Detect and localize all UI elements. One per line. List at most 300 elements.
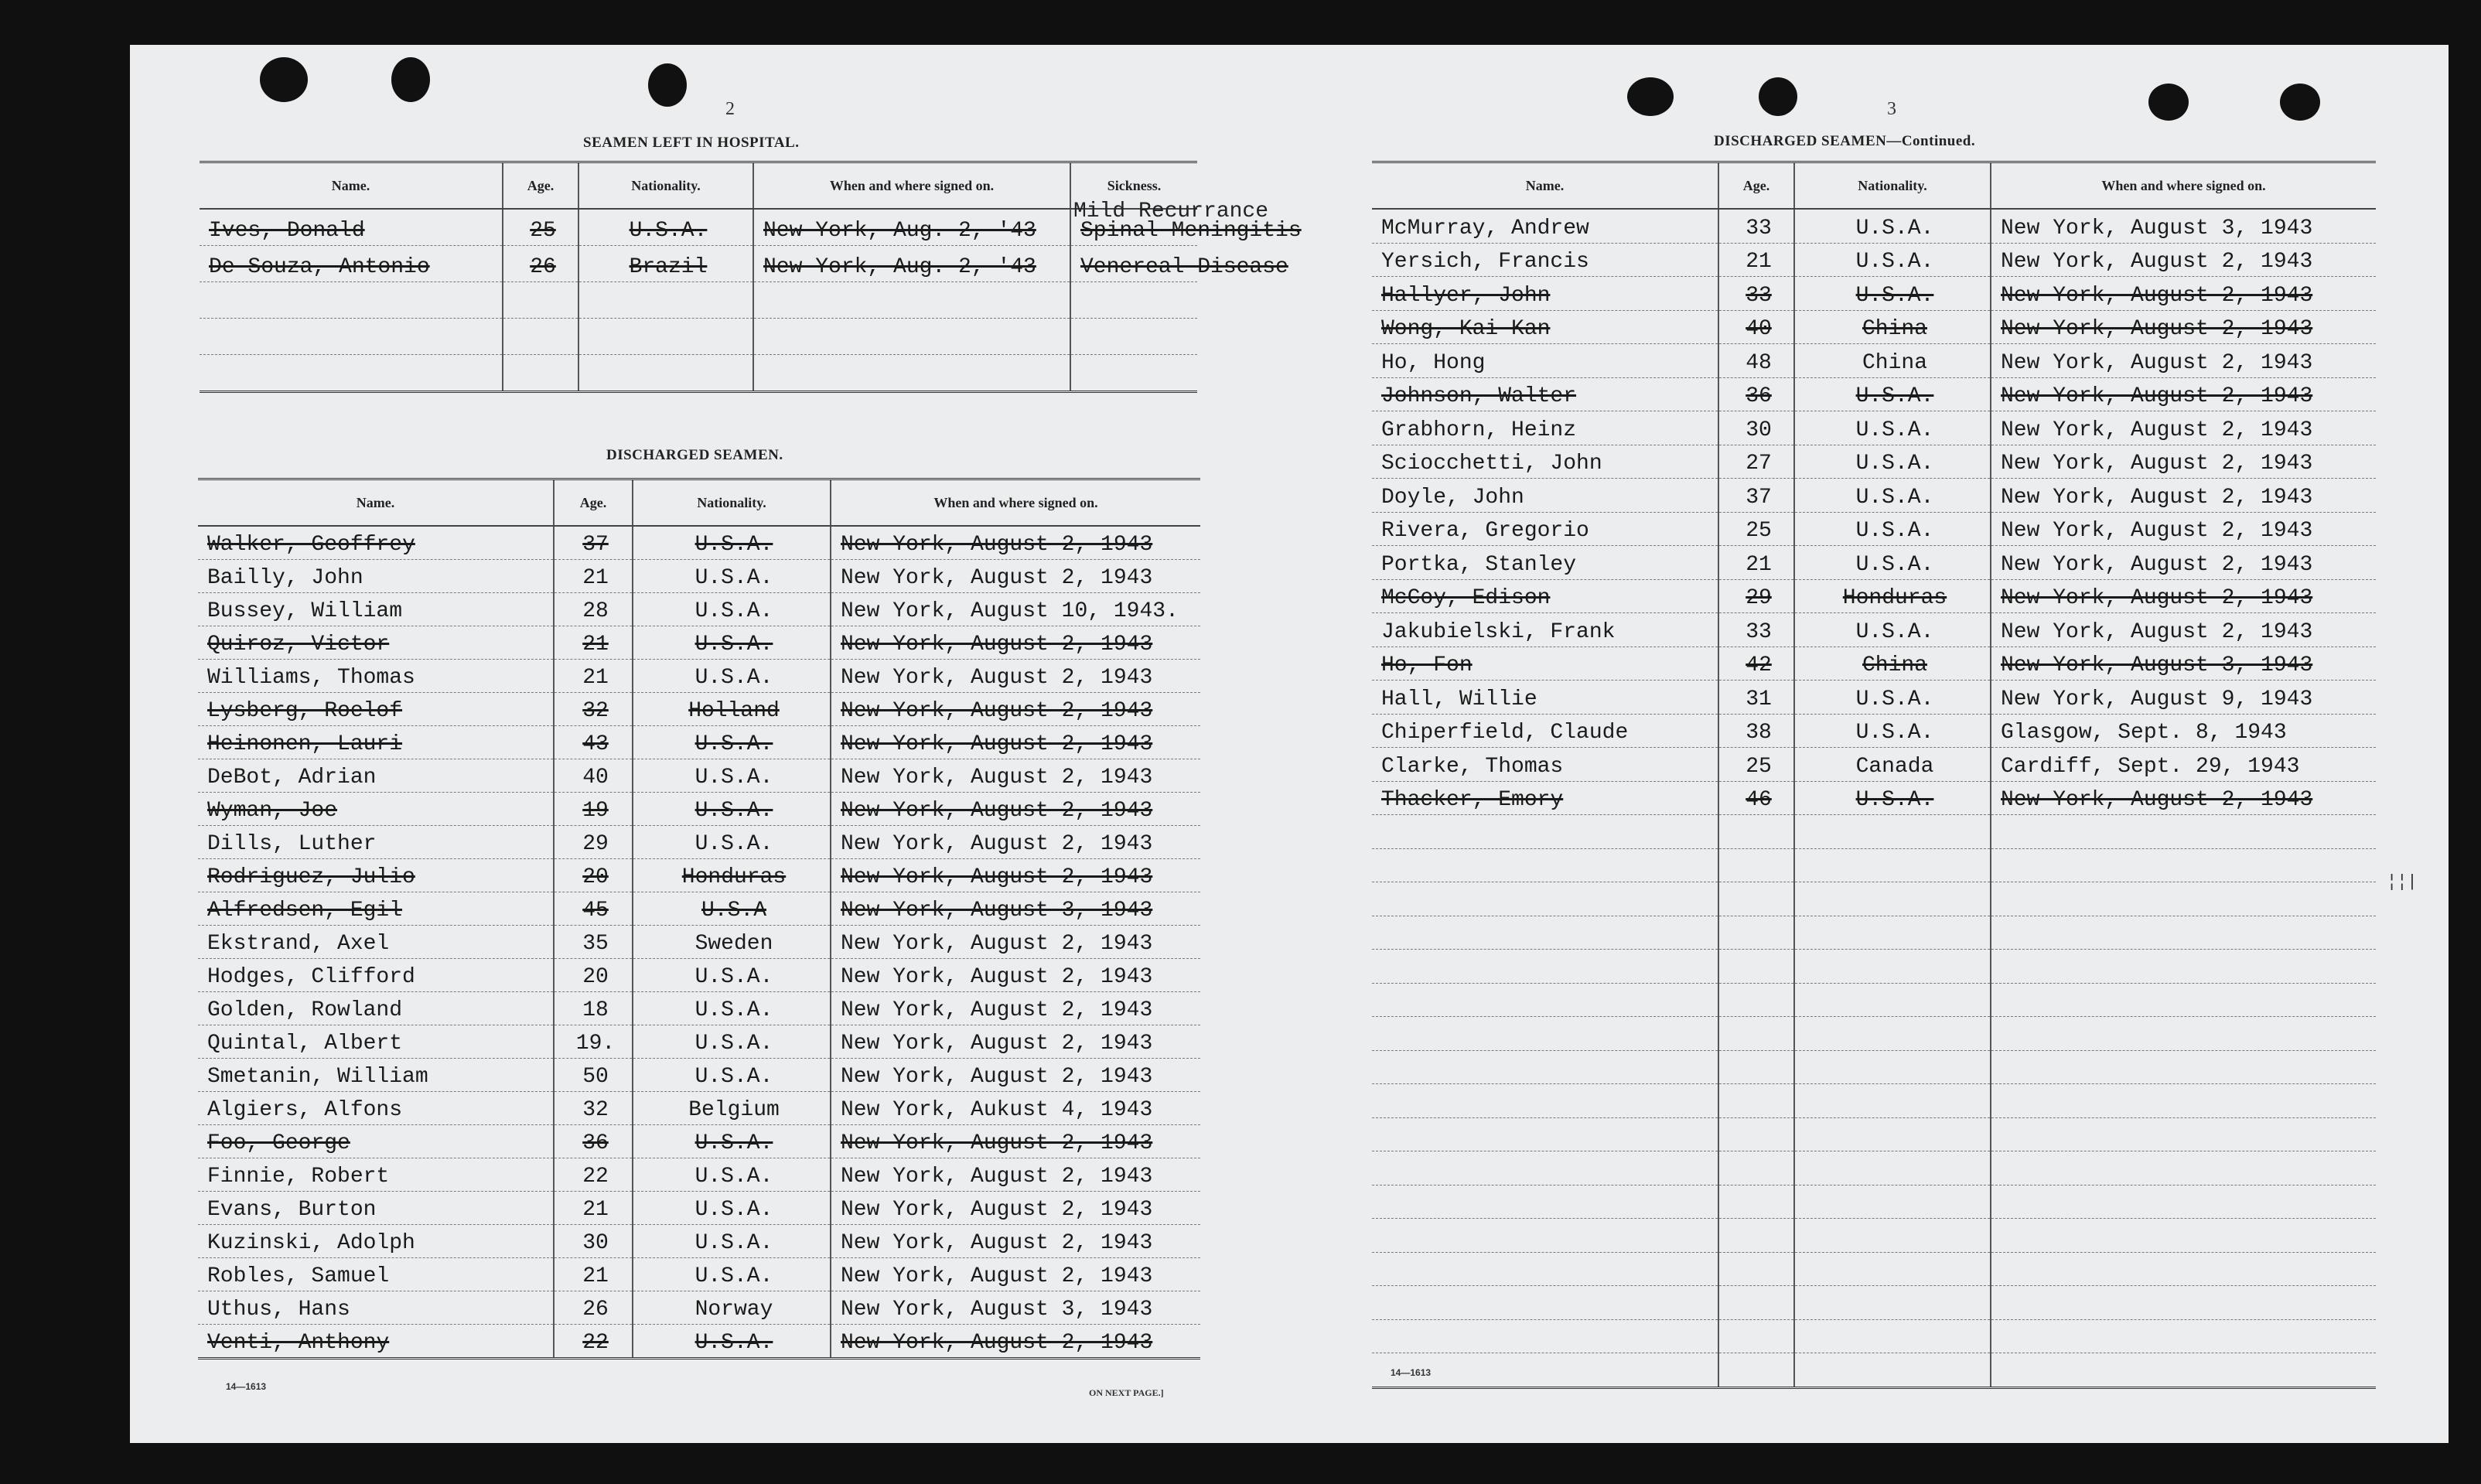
name-cell: Jakubielski, Frank <box>1372 613 1718 647</box>
signed-on-cell: New York, August 2, 1943 <box>831 1192 1200 1225</box>
table-row <box>1372 1219 2376 1253</box>
signed-on-cell <box>1991 882 2376 916</box>
age-cell: 26 <box>503 246 578 282</box>
age-cell <box>503 319 578 355</box>
table-row <box>1372 546 2376 580</box>
age-cell: 45 <box>554 892 633 926</box>
nationality-cell: U.S.A. <box>633 526 831 560</box>
table-row <box>1372 445 2376 479</box>
nationality-cell <box>1794 848 1991 882</box>
name-cell: Ekstrand, Axel <box>198 926 554 959</box>
name-cell <box>200 282 503 319</box>
age-cell <box>1718 1084 1794 1118</box>
nationality-cell: U.S.A. <box>578 209 753 246</box>
continued-header-row <box>1372 162 2376 210</box>
age-cell: 21 <box>554 660 633 693</box>
signed-on-cell: New York, August 2, 1943 <box>831 1325 1200 1359</box>
signed-on-cell: New York, August 2, 1943 <box>831 959 1200 992</box>
signed-on-cell: New York, August 2, 1943 <box>831 626 1200 660</box>
signed-on-cell: New York, August 2, 1943 <box>1991 445 2376 479</box>
signed-on-cell: New York, August 2, 1943 <box>1991 546 2376 580</box>
name-cell: Walker, Geoffrey <box>198 526 554 560</box>
right-footer-code: 14—1613 <box>1391 1367 1432 1378</box>
table-row <box>200 355 1197 392</box>
signed-on-cell <box>1991 1252 2376 1286</box>
table-row <box>198 526 1200 560</box>
name-cell <box>1372 950 1718 984</box>
table-row <box>198 1291 1200 1325</box>
name-cell: Dills, Luther <box>198 826 554 859</box>
signed-on-cell: New York, August 2, 1943 <box>1991 377 2376 411</box>
column-header: Age. <box>554 479 633 527</box>
ledger-page <box>130 45 2449 1443</box>
name-cell: Heinonen, Lauri <box>198 726 554 759</box>
nationality-cell <box>1794 882 1991 916</box>
name-cell <box>1372 1319 1718 1353</box>
signed-on-cell: New York, August 2, 1943 <box>831 793 1200 826</box>
age-cell <box>1718 1252 1794 1286</box>
signed-on-cell: New York, August 2, 1943 <box>831 560 1200 593</box>
table-row <box>198 1225 1200 1258</box>
name-cell: McCoy, Edison <box>1372 579 1718 613</box>
nationality-cell: Holland <box>633 693 831 726</box>
name-cell <box>1372 1151 1718 1185</box>
table-row <box>1372 781 2376 815</box>
table-row <box>1372 377 2376 411</box>
continued-section-title: DISCHARGED SEAMEN—Continued. <box>1714 133 1976 149</box>
name-cell <box>1372 983 1718 1017</box>
age-cell: 18 <box>554 992 633 1025</box>
nationality-cell: U.S.A. <box>1794 277 1991 311</box>
nationality-cell <box>1794 983 1991 1017</box>
nationality-cell <box>1794 1084 1991 1118</box>
table-row <box>1372 1252 2376 1286</box>
signed-on-cell <box>1991 1353 2376 1388</box>
age-cell: 22 <box>554 1325 633 1359</box>
table-row <box>1372 848 2376 882</box>
hospital-section-title: SEAMEN LEFT IN HOSPITAL. <box>583 135 800 151</box>
name-cell: Rodriguez, Julio <box>198 859 554 892</box>
nationality-cell: U.S.A. <box>633 1125 831 1158</box>
nationality-cell <box>1794 1151 1991 1185</box>
table-row <box>198 992 1200 1025</box>
name-cell <box>1372 815 1718 849</box>
nationality-cell: China <box>1794 310 1991 344</box>
age-cell: 21 <box>1718 243 1794 277</box>
name-cell: Golden, Rowland <box>198 992 554 1025</box>
nationality-cell <box>1794 950 1991 984</box>
nationality-cell: U.S.A. <box>633 793 831 826</box>
signed-on-cell <box>1991 1286 2376 1320</box>
signed-on-cell: New York, August 3, 1943 <box>831 1291 1200 1325</box>
table-row <box>200 246 1197 282</box>
name-cell: Chiperfield, Claude <box>1372 714 1718 748</box>
table-row <box>1372 1151 2376 1185</box>
nationality-cell: U.S.A. <box>633 1059 831 1092</box>
age-cell: 30 <box>1718 411 1794 445</box>
signed-on-cell: Cardiff, Sept. 29, 1943 <box>1991 748 2376 782</box>
stray-mark: ¦¦| <box>2387 872 2418 892</box>
age-cell: 40 <box>554 759 633 793</box>
nationality-cell: U.S.A. <box>1794 243 1991 277</box>
name-cell: Wong, Kai Kan <box>1372 310 1718 344</box>
continued-note: ON NEXT PAGE.] <box>1089 1387 1164 1398</box>
nationality-cell <box>1794 1117 1991 1151</box>
table-row <box>198 726 1200 759</box>
name-cell: Grabhorn, Heinz <box>1372 411 1718 445</box>
table-row <box>198 1192 1200 1225</box>
signed-on-cell: New York, August 2, 1943 <box>831 826 1200 859</box>
table-row <box>198 626 1200 660</box>
nationality-cell <box>1794 1017 1991 1051</box>
name-cell: Uthus, Hans <box>198 1291 554 1325</box>
punch-hole <box>1759 77 1797 116</box>
nationality-cell: U.S.A. <box>633 992 831 1025</box>
nationality-cell: U.S.A. <box>1794 479 1991 513</box>
punch-hole <box>391 57 430 102</box>
table-row <box>1372 411 2376 445</box>
table-row <box>1372 1185 2376 1219</box>
age-cell: 36 <box>554 1125 633 1158</box>
column-header: When and where signed on. <box>753 162 1070 210</box>
column-header: Age. <box>1718 162 1794 210</box>
name-cell <box>1372 1252 1718 1286</box>
age-cell: 26 <box>554 1291 633 1325</box>
name-cell: Johnson, Walter <box>1372 377 1718 411</box>
nationality-cell: Sweden <box>633 926 831 959</box>
signed-on-cell <box>1991 1319 2376 1353</box>
left-page-number: 2 <box>725 99 735 119</box>
table-row <box>198 892 1200 926</box>
signed-on-cell: New York, August 2, 1943 <box>831 859 1200 892</box>
table-row <box>1372 1353 2376 1388</box>
signed-on-cell: New York, August 2, 1943 <box>1991 781 2376 815</box>
table-row <box>1372 882 2376 916</box>
age-cell <box>1718 1353 1794 1388</box>
table-row <box>198 660 1200 693</box>
signed-on-cell: New York, August 9, 1943 <box>1991 681 2376 715</box>
signed-on-cell: New York, August 3, 1943 <box>1991 646 2376 681</box>
name-cell <box>1372 916 1718 950</box>
age-cell: 22 <box>554 1158 633 1192</box>
age-cell: 21 <box>554 1192 633 1225</box>
table-row <box>1372 646 2376 681</box>
nationality-cell: U.S.A. <box>1794 613 1991 647</box>
table-row <box>1372 681 2376 715</box>
column-header: Sickness. <box>1070 162 1197 210</box>
age-cell: 31 <box>1718 681 1794 715</box>
punch-hole <box>648 63 687 107</box>
age-cell: 32 <box>554 1092 633 1125</box>
name-cell: Ives, Donald <box>200 209 503 246</box>
age-cell: 35 <box>554 926 633 959</box>
signed-on-cell: New York, August 2, 1943 <box>831 1225 1200 1258</box>
age-cell: 46 <box>1718 781 1794 815</box>
age-cell <box>1718 848 1794 882</box>
signed-on-cell <box>1991 815 2376 849</box>
sickness-cell: Venereal Disease <box>1070 246 1197 282</box>
column-header: Age. <box>503 162 578 210</box>
punch-hole <box>1627 77 1674 116</box>
name-cell: Ho, Hong <box>1372 344 1718 378</box>
table-row <box>1372 243 2376 277</box>
table-row <box>198 793 1200 826</box>
name-cell: DeBot, Adrian <box>198 759 554 793</box>
nationality-cell: U.S.A. <box>1794 445 1991 479</box>
nationality-cell <box>578 319 753 355</box>
hospital-header-row <box>200 162 1197 210</box>
table-row <box>1372 512 2376 546</box>
nationality-cell: Brazil <box>578 246 753 282</box>
name-cell: Finnie, Robert <box>198 1158 554 1192</box>
signed-on-cell <box>1991 1050 2376 1084</box>
table-row <box>200 282 1197 319</box>
sickness-cell <box>1070 319 1197 355</box>
table-row <box>1372 277 2376 311</box>
table-row <box>198 959 1200 992</box>
age-cell <box>1718 916 1794 950</box>
nationality-cell: China <box>1794 646 1991 681</box>
name-cell: Clarke, Thomas <box>1372 748 1718 782</box>
nationality-cell: U.S.A. <box>633 1325 831 1359</box>
name-cell: Wyman, Joe <box>198 793 554 826</box>
nationality-cell: China <box>1794 344 1991 378</box>
nationality-cell: U.S.A. <box>633 560 831 593</box>
nationality-cell: U.S.A. <box>633 759 831 793</box>
name-cell: Evans, Burton <box>198 1192 554 1225</box>
table-row <box>1372 748 2376 782</box>
signed-on-cell: New York, August 2, 1943 <box>831 1025 1200 1059</box>
signed-on-cell: New York, August 3, 1943 <box>1991 209 2376 243</box>
signed-on-cell: New York, August 2, 1943 <box>831 526 1200 560</box>
age-cell <box>1718 1286 1794 1320</box>
table-row <box>198 593 1200 626</box>
table-row <box>1372 983 2376 1017</box>
name-cell: Robles, Samuel <box>198 1258 554 1291</box>
name-cell: Kuzinski, Adolph <box>198 1225 554 1258</box>
nationality-cell: U.S.A. <box>1794 512 1991 546</box>
age-cell: 25 <box>1718 748 1794 782</box>
table-row <box>198 693 1200 726</box>
nationality-cell <box>578 282 753 319</box>
table-row <box>198 826 1200 859</box>
age-cell <box>1718 882 1794 916</box>
table-row <box>198 926 1200 959</box>
table-row <box>198 1325 1200 1359</box>
nationality-cell: U.S.A. <box>633 959 831 992</box>
table-row <box>198 1125 1200 1158</box>
column-header: Name. <box>198 479 554 527</box>
column-header: Nationality. <box>578 162 753 210</box>
nationality-cell: U.S.A. <box>1794 411 1991 445</box>
name-cell: De Souza, Antonio <box>200 246 503 282</box>
nationality-cell: U.S.A. <box>633 826 831 859</box>
nationality-cell: U.S.A <box>633 892 831 926</box>
discharged-table <box>198 478 1200 1359</box>
nationality-cell: U.S.A. <box>633 626 831 660</box>
signed-on-cell <box>1991 848 2376 882</box>
name-cell: Portka, Stanley <box>1372 546 1718 580</box>
signed-on-cell: New York, August 2, 1943 <box>831 693 1200 726</box>
table-row <box>198 560 1200 593</box>
column-header: When and where signed on. <box>831 479 1200 527</box>
table-row <box>1372 950 2376 984</box>
right-page-number: 3 <box>1887 99 1896 119</box>
age-cell: 19. <box>554 1025 633 1059</box>
nationality-cell: U.S.A. <box>633 1192 831 1225</box>
age-cell: 37 <box>554 526 633 560</box>
signed-on-cell: New York, August 2, 1943 <box>1991 310 2376 344</box>
age-cell <box>1718 1219 1794 1253</box>
table-row <box>198 859 1200 892</box>
table-row <box>1372 916 2376 950</box>
table-row <box>1372 1084 2376 1118</box>
age-cell: 33 <box>1718 277 1794 311</box>
age-cell <box>1718 1151 1794 1185</box>
table-row <box>1372 344 2376 378</box>
age-cell: 28 <box>554 593 633 626</box>
name-cell: Thacker, Emory <box>1372 781 1718 815</box>
age-cell: 21 <box>554 626 633 660</box>
name-cell: Rivera, Gregorio <box>1372 512 1718 546</box>
name-cell <box>200 319 503 355</box>
age-cell: 21 <box>554 1258 633 1291</box>
age-cell <box>1718 950 1794 984</box>
signed-on-cell <box>1991 1219 2376 1253</box>
name-cell: Hallyer, John <box>1372 277 1718 311</box>
age-cell: 50 <box>554 1059 633 1092</box>
age-cell <box>1718 1319 1794 1353</box>
age-cell: 42 <box>1718 646 1794 681</box>
nationality-cell: U.S.A. <box>633 1225 831 1258</box>
signed-on-cell <box>753 319 1070 355</box>
name-cell: Bussey, William <box>198 593 554 626</box>
signed-on-cell <box>1991 1117 2376 1151</box>
table-row <box>1372 1017 2376 1051</box>
nationality-cell <box>1794 1252 1991 1286</box>
signed-on-cell <box>1991 1185 2376 1219</box>
name-cell: Venti, Anthony <box>198 1325 554 1359</box>
age-cell: 33 <box>1718 613 1794 647</box>
discharged-continued-table <box>1372 161 2376 1389</box>
name-cell: Yersich, Francis <box>1372 243 1718 277</box>
age-cell: 29 <box>1718 579 1794 613</box>
name-cell: Ho, Fon <box>1372 646 1718 681</box>
nationality-cell: Honduras <box>1794 579 1991 613</box>
punch-hole <box>260 57 308 102</box>
name-cell: Sciocchetti, John <box>1372 445 1718 479</box>
name-cell: Bailly, John <box>198 560 554 593</box>
signed-on-cell: New York, August 2, 1943 <box>831 992 1200 1025</box>
name-cell <box>1372 1050 1718 1084</box>
discharged-section-title: DISCHARGED SEAMEN. <box>606 447 783 463</box>
table-row <box>198 759 1200 793</box>
nationality-cell: U.S.A. <box>1794 681 1991 715</box>
name-cell <box>200 355 503 392</box>
nationality-cell <box>578 355 753 392</box>
sickness-note: Mild Recurrance <box>1073 200 1269 223</box>
nationality-cell: U.S.A. <box>633 726 831 759</box>
table-row <box>198 1025 1200 1059</box>
name-cell <box>1372 848 1718 882</box>
column-header: Nationality. <box>1794 162 1991 210</box>
column-header: Name. <box>200 162 503 210</box>
signed-on-cell: New York, Aukust 4, 1943 <box>831 1092 1200 1125</box>
column-header: Nationality. <box>633 479 831 527</box>
name-cell: McMurray, Andrew <box>1372 209 1718 243</box>
age-cell: 19 <box>554 793 633 826</box>
age-cell: 33 <box>1718 209 1794 243</box>
age-cell: 27 <box>1718 445 1794 479</box>
age-cell: 25 <box>503 209 578 246</box>
nationality-cell: U.S.A. <box>633 660 831 693</box>
sickness-cell: Spinal Meningitis <box>1070 209 1197 246</box>
age-cell <box>1718 815 1794 849</box>
nationality-cell <box>1794 916 1991 950</box>
table-row <box>200 209 1197 246</box>
age-cell: 40 <box>1718 310 1794 344</box>
name-cell: Hodges, Clifford <box>198 959 554 992</box>
table-row <box>1372 714 2376 748</box>
age-cell <box>1718 983 1794 1017</box>
nationality-cell: U.S.A. <box>633 593 831 626</box>
table-row <box>1372 1117 2376 1151</box>
name-cell: Hall, Willie <box>1372 681 1718 715</box>
discharged-header-row <box>198 479 1200 527</box>
nationality-cell <box>1794 815 1991 849</box>
name-cell: Williams, Thomas <box>198 660 554 693</box>
signed-on-cell <box>1991 1017 2376 1051</box>
signed-on-cell: New York, August 10, 1943. <box>831 593 1200 626</box>
table-row <box>198 1059 1200 1092</box>
table-row <box>1372 815 2376 849</box>
age-cell: 20 <box>554 859 633 892</box>
name-cell: Lysberg, Roelof <box>198 693 554 726</box>
name-cell: Doyle, John <box>1372 479 1718 513</box>
name-cell: Smetanin, William <box>198 1059 554 1092</box>
signed-on-cell: New York, August 2, 1943 <box>831 759 1200 793</box>
age-cell: 38 <box>1718 714 1794 748</box>
name-cell <box>1372 1117 1718 1151</box>
table-row <box>198 1158 1200 1192</box>
signed-on-cell: New York, August 2, 1943 <box>831 1158 1200 1192</box>
age-cell: 29 <box>554 826 633 859</box>
signed-on-cell: New York, August 2, 1943 <box>1991 512 2376 546</box>
nationality-cell: Norway <box>633 1291 831 1325</box>
name-cell: Foo, George <box>198 1125 554 1158</box>
column-header: Name. <box>1372 162 1718 210</box>
signed-on-cell <box>1991 950 2376 984</box>
signed-on-cell <box>1991 1151 2376 1185</box>
age-cell: 30 <box>554 1225 633 1258</box>
signed-on-cell: New York, August 2, 1943 <box>831 726 1200 759</box>
punch-hole <box>2148 84 2189 121</box>
nationality-cell: U.S.A. <box>633 1258 831 1291</box>
age-cell <box>503 282 578 319</box>
signed-on-cell: New York, August 2, 1943 <box>1991 479 2376 513</box>
name-cell <box>1372 1219 1718 1253</box>
nationality-cell <box>1794 1050 1991 1084</box>
name-cell <box>1372 1185 1718 1219</box>
nationality-cell <box>1794 1286 1991 1320</box>
column-header: When and where signed on. <box>1991 162 2376 210</box>
nationality-cell: U.S.A. <box>1794 209 1991 243</box>
age-cell: 21 <box>554 560 633 593</box>
signed-on-cell <box>1991 983 2376 1017</box>
name-cell <box>1372 1084 1718 1118</box>
age-cell: 20 <box>554 959 633 992</box>
signed-on-cell <box>753 282 1070 319</box>
